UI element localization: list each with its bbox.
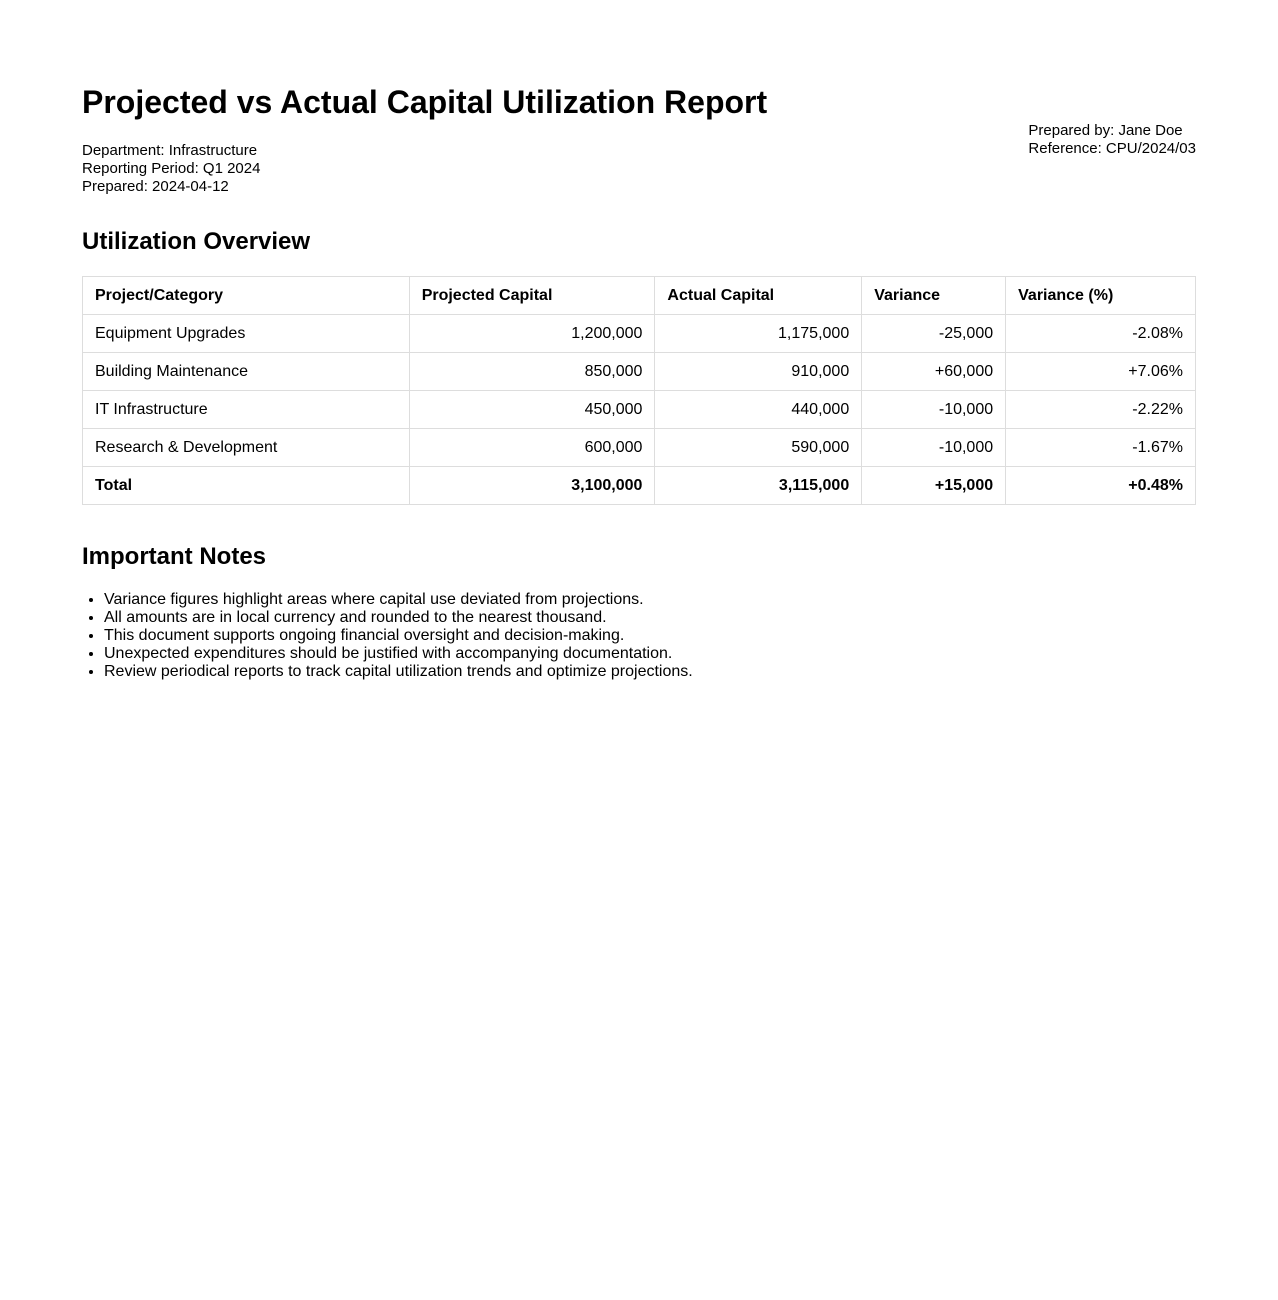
prepared-by-label: Prepared by: Jane Doe	[1028, 122, 1183, 139]
table-row	[83, 391, 1196, 429]
cell-projected: 1,200,000	[409, 315, 655, 353]
list-item: • Review periodical reports to track capital utilization trends and optimize projections.	[104, 663, 693, 681]
cell-actual: 910,000	[655, 353, 862, 391]
notes-list	[82, 591, 693, 681]
cell-total-actual: 3,115,000	[655, 467, 862, 505]
cell-variance-pct: -2.22%	[1006, 391, 1196, 429]
column-header-actual: Actual Capital	[655, 277, 862, 315]
cell-variance-pct: -1.67%	[1006, 429, 1196, 467]
list-item: • This document supports ongoing financial oversight and decision-making.	[104, 627, 693, 645]
cell-actual: 590,000	[655, 429, 862, 467]
column-header-variance: Variance	[862, 277, 1006, 315]
cell-projected: 850,000	[409, 353, 655, 391]
cell-project: Equipment Upgrades	[83, 315, 410, 353]
column-header-variance-pct: Variance (%)	[1006, 277, 1196, 315]
cell-actual: 440,000	[655, 391, 862, 429]
table-header-row	[83, 277, 1196, 315]
column-header-project: Project/Category	[83, 277, 410, 315]
table-total-row	[83, 467, 1196, 505]
report-meta-left	[82, 142, 260, 196]
cell-total-variance-pct: +0.48%	[1006, 467, 1196, 505]
cell-projected: 600,000	[409, 429, 655, 467]
table-row	[83, 315, 1196, 353]
cell-variance: -25,000	[862, 315, 1006, 353]
department-label: Department: Infrastructure	[82, 142, 258, 159]
utilization-table	[82, 276, 1196, 505]
report-title: Projected vs Actual Capital Utilization Report	[82, 84, 768, 120]
cell-variance-pct: -2.08%	[1006, 315, 1196, 353]
reporting-period-label: Reporting Period: Q1 2024	[82, 160, 261, 177]
cell-project: IT Infrastructure	[83, 391, 410, 429]
cell-total-label: Total	[83, 467, 410, 505]
list-item: • Unexpected expenditures should be justified with accompanying documentation.	[104, 645, 693, 663]
reference-label: Reference: CPU/2024/03	[1028, 140, 1196, 157]
prepared-date-label: Prepared: 2024-04-12	[82, 178, 229, 195]
cell-actual: 1,175,000	[655, 315, 862, 353]
cell-total-projected: 3,100,000	[409, 467, 655, 505]
list-item: • All amounts are in local currency and rounded to the nearest thousand.	[104, 609, 693, 627]
cell-projected: 450,000	[409, 391, 655, 429]
table-row	[83, 353, 1196, 391]
cell-variance: -10,000	[862, 429, 1006, 467]
table-row	[83, 429, 1196, 467]
utilization-overview-heading: Utilization Overview	[82, 228, 311, 255]
cell-total-variance: +15,000	[862, 467, 1006, 505]
report-meta-right	[1028, 122, 1196, 158]
column-header-projected: Projected Capital	[409, 277, 655, 315]
cell-project: Research & Development	[83, 429, 410, 467]
cell-project: Building Maintenance	[83, 353, 410, 391]
cell-variance-pct: +7.06%	[1006, 353, 1196, 391]
cell-variance: +60,000	[862, 353, 1006, 391]
important-notes-heading: Important Notes	[82, 543, 267, 570]
list-item: • Variance figures highlight areas where capital use deviated from projections.	[104, 591, 693, 609]
cell-variance: -10,000	[862, 391, 1006, 429]
